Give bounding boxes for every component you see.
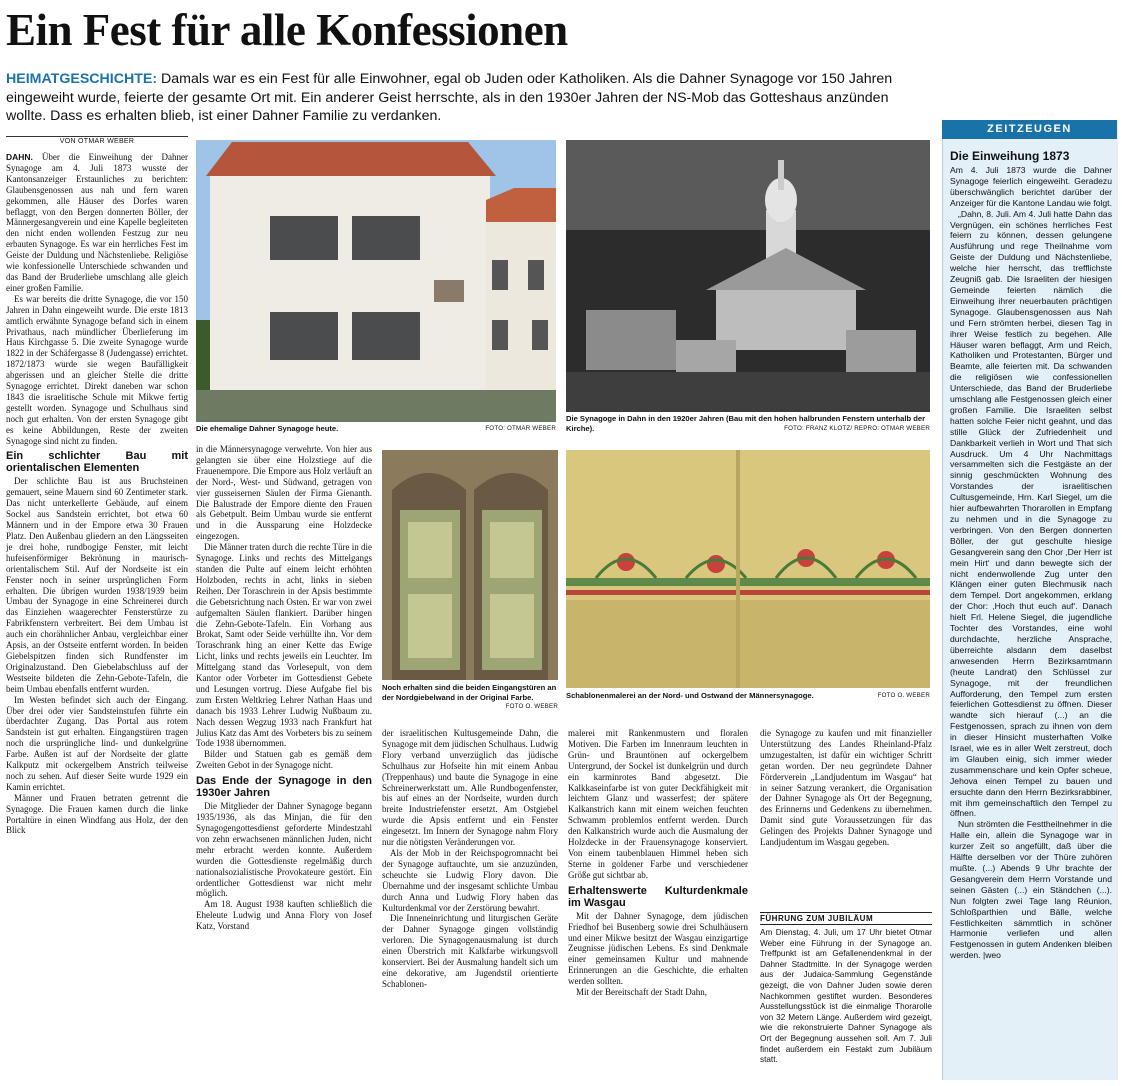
paragraph: der israelitischen Kultusgemeinde Dahn, die Synagoge mit dem jüdischen Schulhaus. Ludwig Flory verband unverzüglich das jüdische Schulhaus zur Hofseite hin mit einem Anbau (Treppenhaus) und baute die Synagoge in eine Schreinerwerkstatt um. Alle Rundbogenfenster, bis auf eines an der Nordseite, wurden durch breite Industriefenster ersetzt. Am Ostgiebel wurde die Apsis entfernt und ein Fenster eingesetzt. Im Innern der Synagoge nahm Flory nur die nötigsten Veränderungen vor. [382, 728, 558, 848]
photo-stencil-painting [566, 450, 930, 688]
paragraph: die Synagoge zu kaufen und mit finanzieller Unterstützung des Landes Rheinland-Pfalz umzugestalten, ist dafür ein wichtiger Schritt getan worden. Der neu gegründete Dahner Förderverein „Landjudentum im Wasgau“ hat in seiner Satzung verankert, die Organisation der Dahner Synagoge als Ort der Begegnung, des Erinnerns und Gedenkens zu übernehmen. Damit sind gute Voraussetzungen für das Gelingen des Projekts Dahner Synagoge und Landjudentum im Wasgau gegeben. [760, 728, 932, 848]
paragraph: Die Inneneinrichtung und liturgischen Geräte der Dahner Synagoge gingen vollständig verloren. Die Synagogenausmalung ist durch einen Überstrich mit Kalkfarbe wirkungsvoll konserviert. Bei der Ausmalung handelt sich um eine dekorative, am Jugendstil orientierte Schablonen- [382, 913, 558, 989]
photo-caption: Die ehemalige Dahner Synagoge heute. FOTO: OTMAR WEBER [196, 424, 556, 433]
byline: VON OTMAR WEBER [6, 136, 188, 145]
sidebar-header: ZEITZEUGEN [942, 120, 1117, 139]
paragraph: Der schlichte Bau ist aus Bruchsteinen gemauert, seine Mauern sind 60 Zentimeter stark. Das nicht unterkellerte Gebäude, auf einem Sockel aus Sandstein errichtet, bot etwa 60 Männern und in der Empore etwa 30 Frauen Platz. Den Außenbau gliedern an den Längsseiten je drei hohe, rundbogige Fenster, mit leicht hufeisenförmiger Bekrönung in maurisch-orientalischem Stil. Auf der Nordseite ist ein Fenster noch in seiner ursprünglichen Form erhalten. Die übrigen wurden 1938/1939 beim Umbau der Synagoge in eine Schreinerei durch das Einziehen waagerechter Fensterstürze zu Fabrikfenstern verbreitert. Bei dem Umbau ist auch ein chorähnlicher Anbau, vergleichbar einer Apsis, an der Ostseite entfernt worden. In beiden Giebelspitzen finden sich Rundfenster im Originalzustand. Den Giebelabschluss auf der Westseite bildeten die Zehn-Gebote-Tafeln, die beim Umbau ebenfalls entfernt wurden. [6, 476, 188, 694]
photo-caption: Die Synagoge in Dahn in den 1920er Jahren (Bau mit den hohen halbrunden Fenstern unterhalb der Kirche). FOTO: FRANZ KLOTZ/ REPRO: OTMAR WEBER [566, 414, 930, 433]
paragraph: malerei mit Rankenmustern und floralen Motiven. Die Farben im Innenraum leuchten in Grün- und Brauntönen auf ockergelbem Untergrund, der Sockel ist dunkelgrün und durch ein karminrotes Band abgesetzt. Die Kalkkaseinfarbe ist von guter Deckfähigkeit mit leichtem Glanz und wasserfest; der spätere Kalkanstrich kann mit einem weichen feuchten Schwamm problemlos entfernt werden. Durch den Kalkanstrich wurde auch die Ausmalung der Holzdecke in der Frauensynagoge konserviert. Von einem taubenblauen Himmel heben sich Sterne in goldener Farbe und verschiedener Größe gut sichtbar ab. [568, 728, 748, 880]
article-column-2 [196, 444, 372, 1082]
tour-box-text: Am Dienstag, 4. Juli, um 17 Uhr bietet Otmar Weber eine Führung in der Synagoge an. Treffpunkt ist am Gefallenendenkmal in der Dahner Stadtmitte. In der Synagoge werden aus der Judaica-Sammlung Gegenstände gezeigt, die von Dahner Juden sowie deren Nachkommen gestiftet wurden. Besonderes Ausstellungsstück ist die einmalige Thorarolle von 32 Metern Länge. Außerdem wird gezeigt, wie die rekonstruierte Dahner Synagoge als Ort der Begegnung aussehen soll. Am 7. Juli findet außerdem ein Festakt zum Jubiläum statt. [760, 928, 932, 1065]
subheading: Ein schlichter Bau mit orientalischen Elementen [6, 450, 188, 475]
photo-entrance-doors [382, 450, 558, 680]
sidebar-title: Die Einweihung 1873 [950, 149, 1070, 163]
intro-body: Damals war es ein Fest für alle Einwohner, egal ob Juden oder Katholiken. Als die Dahner Synagoge vor 150 Jahren eingeweiht wurde, feierte der gesamte Ort mit. Ein anderer Geist herrschte, als in den 1930er Jahren der NS-Mob das Gotteshaus anzünden wollte. Dass es erhalten blieb, ist einer Dahner Familie zu verdanken. [6, 71, 893, 124]
paragraph: Am 18. August 1938 kauften schließlich die Eheleute Ludwig und Anna Flory von Josef Katz, Vorstand [196, 899, 372, 932]
subheading: Das Ende der Synagoge in den 1930er Jahren [196, 775, 372, 800]
photo-credit: FOTO O. WEBER [877, 692, 930, 699]
paragraph: Im Westen befindet sich auch der Eingang. Über drei oder vier Sandsteinstufen führte ein überdachter Zugang. Das Portal aus rotem Sandstein ist gut erhalten. Eingangstüren tragen noch die ursprüngliche lind- und dunkelgrüne Farbe. Außen ist auf der Nordseite der glatte Kalkputz mit ockergelbem Anstrich teilweise noch zu sehen. Auf dieser Seite wurde 1929 ein Kamin errichtet. [6, 694, 188, 792]
article-column-1 [6, 152, 188, 1082]
paragraph: Mit der Bereitschaft der Stadt Dahn, [576, 987, 707, 998]
photo-dahn-1920s [566, 140, 930, 412]
paragraph: Männer und Frauen betraten getrennt die Synagoge. Die Frauen kamen durch die linke Portaltüre in einen Windfang aus Holz, der den Blick [6, 792, 188, 836]
paragraph: Die Männer traten durch die rechte Türe in die Synagoge. Links und rechts des Mittelgangs standen die Pulte auf einem leicht erhöhten Holzboden, rechts in acht, links in sieben Reihen. Der Toraschrein in der Apsis bestimmte die Gebetsrichtung nach Osten. Er war von zwei aufgemalten Säulen flankiert. Darüber hingen die Zehn-Gebote-Tafeln. Ein Vorhang aus Brokat, Samt oder Seide verhüllte ihn. Vor dem Toraschrank hing an einer Kette das Ewige Licht, links und rechts jeweils ein Leuchter. Im Mittelgang stand das Vorlesepult, von dem Kantor oder Vorbeter im Gottesdienst Gebete und Lesungen vortrug. Diese Aufgabe fiel bis zum Ersten Weltkrieg Lehrer Nathan Haas und danach bis 1933 Lehrer Ludwig Nußbaum zu. Nach dessen Wegzug 1933 nach Frankfurt hat Julius Katz das Amt des Vorbeters bis zu seinem Tode 1938 übernommen. [196, 542, 372, 749]
tour-box-title: FÜHRUNG ZUM JUBILÄUM [760, 912, 932, 925]
photo-credit: FOTO O. WEBER [505, 703, 558, 710]
photo-credit: FOTO: FRANZ KLOTZ/ REPRO: OTMAR WEBER [784, 424, 930, 432]
paragraph: in die Männersynagoge verwehrte. Von hier aus gelangten sie über eine Holzstiege auf die Frauenempore. Die Empore aus Holz verläuft an der Nord-, West- und Südwand, getragen von vier gusseisernen Säulen der Firma Gienanth. Die Balustrade der Empore diente den Frauen als Gebetpult. Beim Umbau wurde sie entfernt und in die Aussparung eine Holzdecke eingezogen. [196, 444, 372, 542]
intro-kicker: HEIMATGESCHICHTE: [6, 71, 158, 87]
article-column-3 [382, 728, 558, 1082]
intro-text [6, 70, 906, 126]
paragraph: Es war bereits die dritte Synagoge, die vor 150 Jahren in Dahn eingeweiht wurde. Die erste 1813 amtlich erwähnte Synagoge befand sich in einem Privathaus, nach mündlicher Überlieferung im Haus Kirchgasse 5. Die zweite Synagoge wurde 1822 in der Schäfergasse 8 (Judengasse) errichtet. 1872/1873 wurde sie wegen Baufälligkeit abgerissen und an gleicher Stelle die dritte Synagoge errichtet. Direkt daneben war schon 1843 die israelitische Schule mit Mikwe fertig gestellt worden. Synagoge und Schulhaus sind noch gut erhalten. Von der ersten Synagoge gibt es keine Abbildungen, Reste der zweiten Synagoge sind nicht zu finden. [6, 293, 188, 446]
subheading: Erhaltenswerte Kulturdenkmale im Wasgau [568, 884, 748, 909]
wall-painting-image [566, 450, 930, 688]
headline: Ein Fest für alle Konfessionen [6, 5, 568, 55]
paragraph: Als der Mob in der Reichspogromnacht bei der Synagoge auftauchte, um sie anzuzünden, scheuchte sie Ludwig Flory davon. Die Übernahme und der insgesamt schlichte Umbau durch Anna und Ludwig Flory haben das Kulturdenkmal vor der Zerstörung bewahrt. [382, 847, 558, 913]
paragraph: Am 4. Juli 1873 wurde die Dahner Synagoge feierlich eingeweiht. Geradezu überschwänglich berichtet darüber der Anzeiger für die Kantone Landau wie folgt. [950, 165, 1112, 208]
article-column-5 [760, 728, 932, 908]
synagogue-building-image [196, 140, 556, 422]
photo-caption: Schablonenmalerei an der Nord- und Ostwand der Männersynagoge. FOTO O. WEBER [566, 691, 930, 700]
historic-townscape-image [566, 140, 930, 412]
sidebar-text [950, 165, 1112, 1075]
dateline: DAHN. [6, 152, 33, 162]
doors-image [382, 450, 558, 680]
paragraph: „Dahn, 8. Juli. Am 4. Juli hatte Dahn das Vergnügen, ein schönes herrliches Fest feiern zu können, dessen gelungene Ausführung und rege Theilnahme vom Geiste der Duldung und Nächstenliebe, welche hier herrscht, das trefflichste Zeugniß gab. Die Israeliten der hiesigen Gemeinde feierten nämlich die Einweihung ihrer neuerbauten prächtigen Synagoge. Glaubensgenossen aus Nah und Fern strömten herbei, diesen Tag in ihrer Weise festlich zu begehen. Alle Häuser waren beflaggt, Arm und Reich, Katholiken und Protestanten, Bürger und Beamte, alle feierten mit. Da schwanden die religiösen wie confessionellen Unterschiede, das Band der Bruderliebe umschlang alle Festgenossen gleich einer großen Familie. Die Israeliten selbst hatten solche Feier nicht geahnt, und das stille Glück der Zufriedenheit und Dankbarkeit verlieh in Wort und That sich Ausdruck. Um 4 Uhr Nachmittags versammelten sich die Festgäste an der sinnig geschmückten Wohnung des Vorstandes der israelitischen Cultusgemeinde, Hrn. Karl Siegel, um die hier aufbewahrten Thorarollen in Empfang zu nehmen und in die Synagoge zu verbringen. Von den Bergen donnerten Böller, der gut geschulte hiesige Gesangverein sang den Chor ‚Der Herr ist mein Hirt‘ und dann bewegte sich der nicht endenwollende Zug unter den Klängen einer guten Blechmusik nach dem Tempel. Dort angekommen, erklang der Chor: ‚Hoch thut euch auf‘. Danach hielt Frl. Helene Siegel, die jugendliche Tochter des Vorstandes, eine wohl durchdachte, herzliche Ansprache, überreichte alsdann dem daselbst anwesenden Herrn Bezirksamtmann (heute Landrat) den Schlüssel zur Synagoge, mit der freundlichen Aufforderung, den Tempel zum ersten feierlichen Gottesdienst zu öffnen. Dieser wandte sich hierauf (...) an die Festgenossen, sprach zu ihnen von dem in dieser Hinsicht musterhaften Volke Israel, wie es in aller Welt zerstreut, doch im Glauben einig, sich immer wieder zusammenschare und kein Opfer scheue, Jehova einen Tempel zu bauen und ersuchte dann den Herrn Bezirksrabbiner, mit ihm gemeinschaftlich den Tempel zu öffnen. [950, 208, 1112, 819]
photo-synagogue-today [196, 140, 556, 422]
paragraph: Die Mitglieder der Dahner Synagoge begann 1935/1936, als das Minjan, die für den Synagogengottesdienst geforderte Mindestzahl von zehn erwachsenen männlichen Juden, nicht mehr erbracht werden konnte. Außerdem wurden die Gottesdienste regelmäßig durch nationalsozialistische Provokateure gestört. Ein ordentlicher Gottesdienst war nicht mehr möglich. [196, 801, 372, 899]
photo-credit: FOTO: OTMAR WEBER [485, 425, 556, 432]
photo-caption: Noch erhalten sind die beiden Eingangstüren an der Nordgiebelwand in der Original Farbe. FOTO O. WEBER [382, 683, 558, 710]
paragraph: DAHN. Über die Einweihung der Dahner Synagoge am 4. Juli 1873 wusste der Kantonsanzeiger Erstaunliches zu berichten: Glaubensgenossen aus nah und fern waren gekommen, alle Häuser des Dorfes waren beflaggt, von den Bergen donnerten Böller, der Männergesangverein und eine Kapelle begleiteten den nicht enden wollenden Festzug zur neu erbauten Synagoge. Es war ein herrliches Fest im Geiste der Duldung und Nächstenliebe. Religiöse wie konfessionelle Unterschiede schwanden und das Band der Bruderliebe umschlang alle gleich einer großen Familie. [6, 152, 188, 293]
paragraph: Bilder und Statuen gab es gemäß dem Zweiten Gebot in der Synagoge nicht. [196, 749, 372, 771]
paragraph: Mit der Dahner Synagoge, dem jüdischen Friedhof bei Busenberg sowie drei Schulhäusern und einer Mikwe besitzt der Wasgau einzigartige Zeugnisse jüdischen Lebens. Es sind Denkmale einer gemeinsamen Kultur und mahnende Erinnerungen an die Geschichte, die erhalten werden sollten. [568, 910, 748, 987]
article-column-4 [568, 728, 748, 1082]
paragraph: Nun strömten die Festtheilnehmer in die Halle ein, allein die Synagoge war in kurzer Zeit so angefüllt, daß über die Hälfte derselben vor der Thüre zuhören mußte. (...) Abends 9 Uhr brachte der Gesangverein dem Herrn Vorstande und seinen Gästen (...) ein Ständchen (...). Nun folgten zwei Tage lang Réunion, Schloßparthien und Bälle, welche Festlichkeiten sämmtlich in schöner Harmonie verliefen und allen Festgenossen in gutem Andenken bleiben werden. |weo [950, 819, 1112, 961]
